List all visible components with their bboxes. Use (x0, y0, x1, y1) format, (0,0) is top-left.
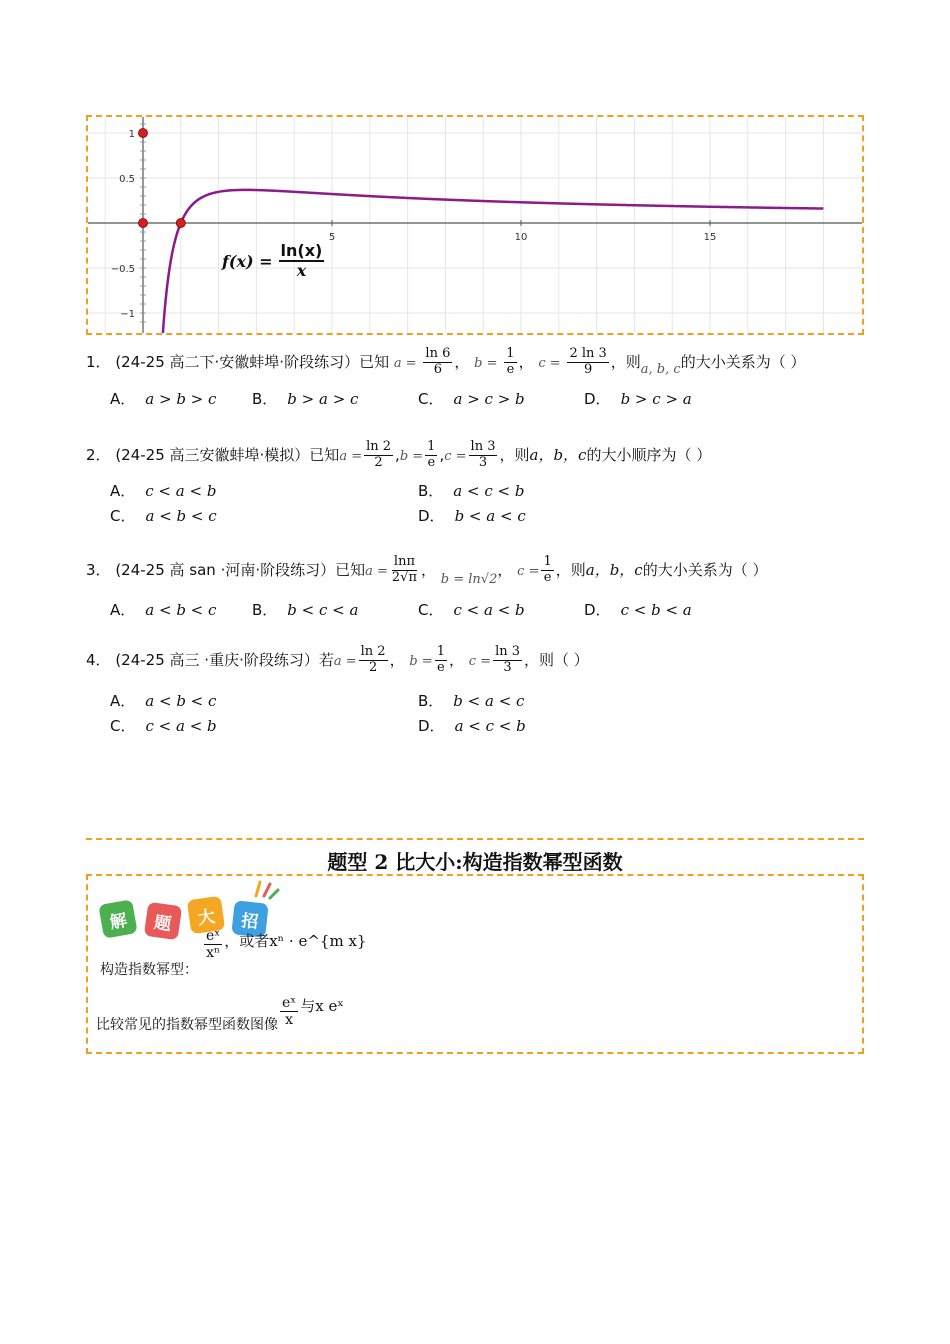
value-b: $\frac{1}{e}$ (436, 644, 445, 675)
badge-3: 大 (187, 896, 225, 934)
question-source: (24-25 高二下·安徽蚌埠·阶段练习）已知 (115, 352, 390, 371)
compare-rest: 与x eˣ (300, 997, 344, 1016)
value-a: $\frac{\ln\pi}{2√\pi}$ (391, 554, 418, 585)
section-divider (86, 838, 864, 840)
y-tick-label: 1 (128, 129, 135, 140)
option-2d[interactable]: D． b < a < c (418, 507, 526, 525)
question-2: 2． (24-25 高三安徽蚌埠·模拟）已知a = $\frac{\ln 2}{2}$ ,b = $\frac{1}{e}$ ,c = $\frac{\ln 3}{3}$ ，则a，b，c的大小顺序为（ ） (86, 439, 712, 470)
option-1b[interactable]: B． b > a > c (252, 390, 359, 408)
function-denominator: x (296, 261, 307, 281)
value-b: $\frac{1}{e}$ (506, 346, 515, 377)
option-4a[interactable]: A． a < b < c (110, 692, 217, 710)
value-b: b = ln√2 (440, 571, 498, 587)
graph-point (139, 219, 148, 228)
y-tick-label: −1 (120, 309, 135, 320)
question-4: 4． (24-25 高三 ·重庆·阶段练习）若a = $\frac{\ln 2}{2}$ ， b = $\frac{1}{e}$ ， c = $\frac{\ln 3}{3}$ ，则（ ） (86, 644, 589, 675)
question-source: (24-25 高三 ·重庆·阶段练习）若 (115, 650, 334, 669)
option-4d[interactable]: D． a < c < b (418, 717, 526, 735)
construct-line (100, 928, 367, 981)
question-3: 3． (24-25 高 san ·河南·阶段练习）已知a = $\frac{\ln\pi}{2√\pi}$ ， b = ln√2， c = $\frac{1}{e}$ ，则a，b，c的大小关系为（ ） (86, 554, 768, 587)
function-label-prefix: f(x) = (222, 251, 273, 271)
value-c: $\frac{\ln 3}{3}$ (470, 439, 496, 470)
question-number: 1． (86, 352, 111, 371)
value-c: $\frac{2 \ln 3}{9}$ (569, 346, 607, 377)
construct-fraction: $\frac{\text{eˣ}}{\text{xⁿ}}$ (206, 928, 221, 962)
option-2a[interactable]: A． c < a < b (110, 482, 217, 500)
value-a: $\frac{\ln 6}{6}$ (425, 346, 451, 377)
x-tick-label: 5 (328, 232, 336, 243)
x-tick-label: 10 (514, 232, 528, 243)
compare-label: 比较常见的指数幂型函数图像 (96, 1017, 278, 1034)
badge-1: 解 (98, 899, 137, 938)
option-2c[interactable]: C． a < b < c (110, 507, 217, 525)
section-title: 题型 2 比大小:构造指数幂型函数 (327, 850, 623, 874)
option-4c[interactable]: C． c < a < b (110, 717, 217, 735)
graph-point (139, 129, 148, 138)
option-1c[interactable]: C． a > c > b (418, 390, 525, 408)
option-1d[interactable]: D． b > c > a (584, 390, 692, 408)
function-fraction (279, 242, 325, 281)
y-tick-label: −0.5 (110, 264, 135, 275)
value-a: $\frac{\ln 2}{2}$ (366, 439, 392, 470)
sparkle-icon (252, 878, 280, 900)
option-3b[interactable]: B． b < c < a (252, 601, 359, 619)
value-c: $\frac{1}{e}$ (543, 554, 552, 585)
option-3d[interactable]: D． c < b < a (584, 601, 692, 619)
value-b: $\frac{1}{e}$ (427, 439, 436, 470)
construct-label: 构造指数幂型： (100, 962, 198, 979)
function-graph (88, 117, 862, 333)
badge-4: 招 (231, 900, 268, 937)
question-source: (24-25 高 san ·河南·阶段练习）已知 (115, 560, 366, 579)
construct-rest: ，或者xⁿ · e^{m x} (224, 932, 367, 951)
compare-line (96, 995, 344, 1036)
badge-2: 题 (144, 902, 182, 940)
option-3c[interactable]: C． c < a < b (418, 601, 525, 619)
option-2b[interactable]: B． a < c < b (418, 482, 525, 500)
function-label (222, 242, 326, 281)
option-4b[interactable]: B． b < a < c (418, 692, 525, 710)
value-c: $\frac{\ln 3}{3}$ (495, 644, 521, 675)
value-a: $\frac{\ln 2}{2}$ (360, 644, 386, 675)
question-source: (24-25 高三安徽蚌埠·模拟）已知 (115, 445, 340, 464)
option-3a[interactable]: A． a < b < c (110, 601, 217, 619)
x-tick-label: 15 (703, 232, 717, 243)
function-numerator: ln(x) (279, 242, 325, 262)
graph-point (176, 219, 185, 228)
question-1: 1． (24-25 高二下·安徽蚌埠·阶段练习）已知 a = $\frac{\ln 6}{6}$ ， b = $\frac{1}{e}$ ， c = $\frac{2 \ln 3}{9}$ ，则a, b, c的大小关系为（ ） (86, 346, 806, 377)
option-1a[interactable]: A． a > b > c (110, 390, 217, 408)
y-tick-label: 0.5 (119, 174, 135, 185)
compare-fraction: $\frac{\text{eˣ}}{x}$ (282, 995, 297, 1029)
